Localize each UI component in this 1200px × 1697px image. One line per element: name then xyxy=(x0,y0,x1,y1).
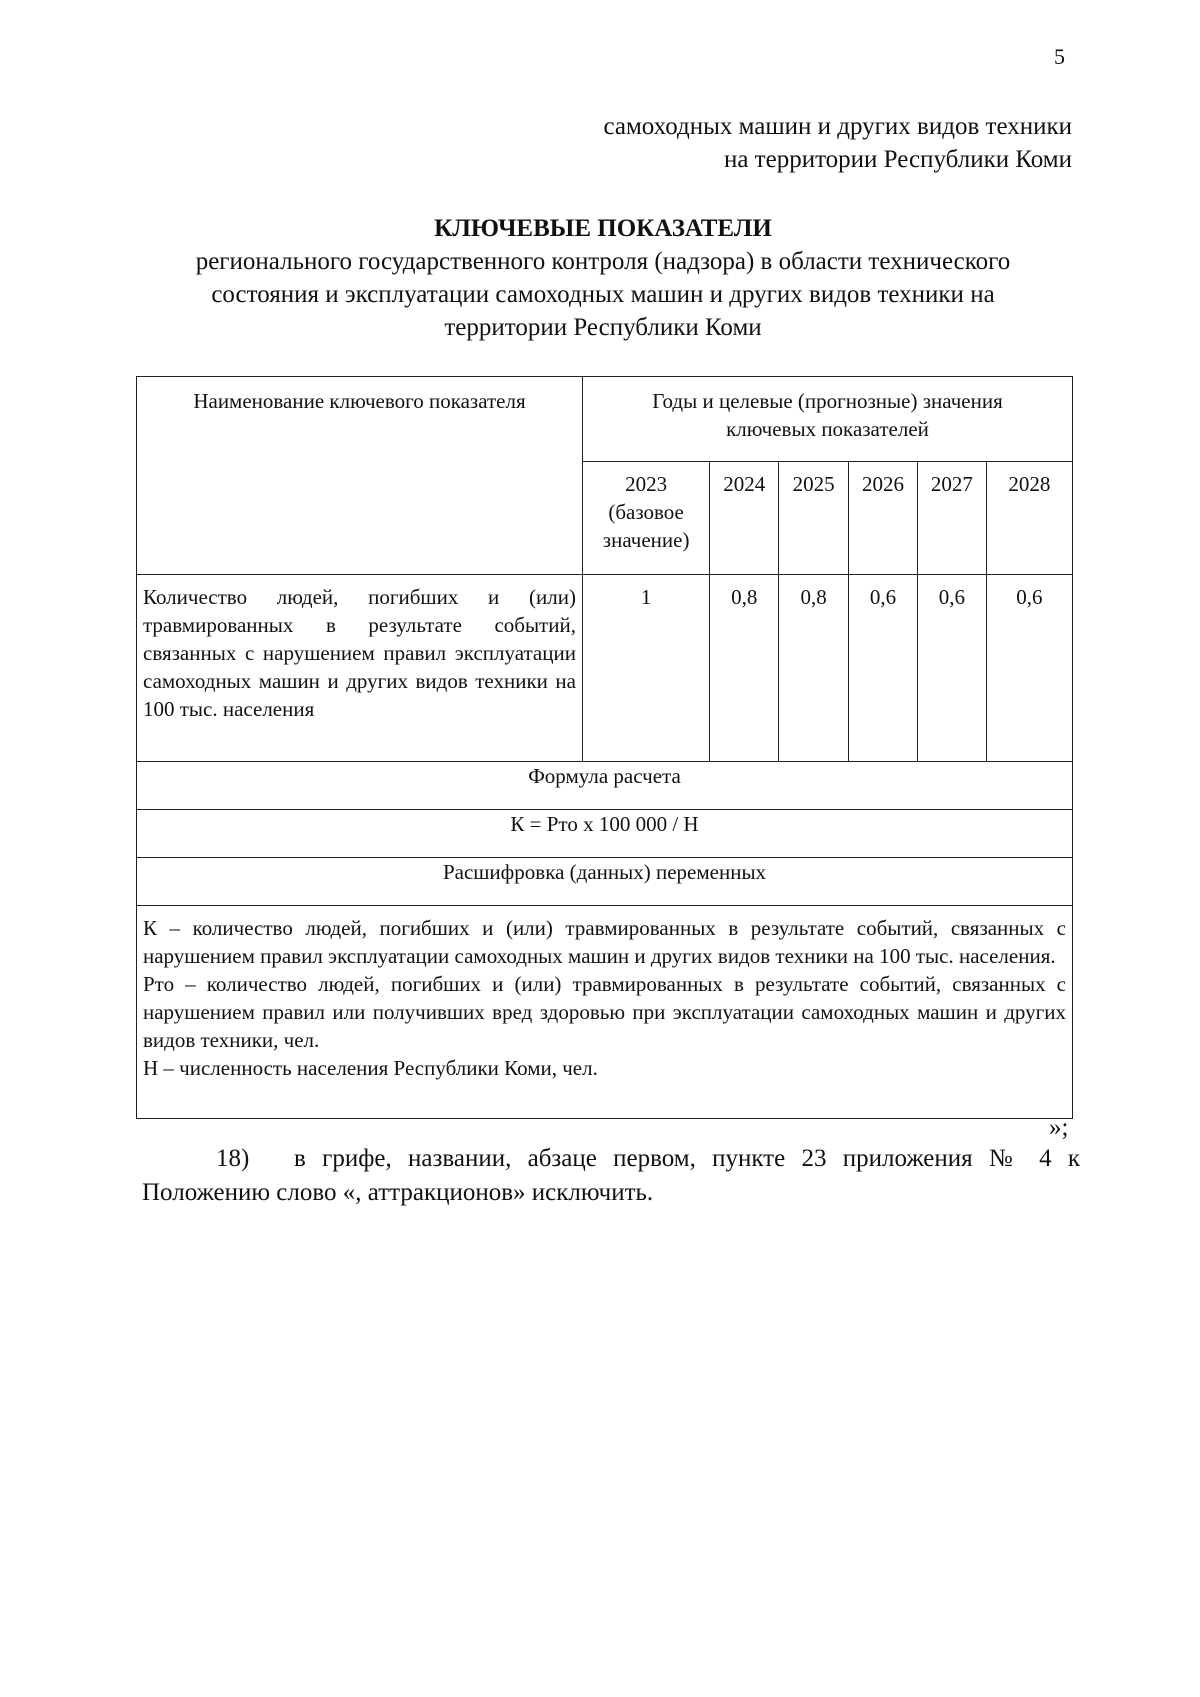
legend-item: К – количество людей, погибших и (или) травмированных в результате событий, связанных с нарушением правил эксплуатации самоходных машин и других видов техники на 100 тыс. населения. xyxy=(143,916,1066,968)
year-note: значение) xyxy=(602,528,690,552)
year-header-2026: 2026 xyxy=(849,462,918,575)
document-subtitle-line: территории Республики Коми xyxy=(444,314,762,341)
year-header-2024: 2024 xyxy=(710,462,779,575)
indicator-row xyxy=(137,575,1073,762)
legend-item: Рто – количество людей, погибших и (или) травмированных в результате событий, связанных с нарушением правил или получивших вред здоровью при эксплуатации самоходных машин и других видов техники, чел. xyxy=(143,972,1066,1052)
year-header-2023 xyxy=(582,462,709,575)
variables-legend xyxy=(137,906,1073,1119)
year-note: (базовое xyxy=(608,500,684,524)
document-subtitle-line: регионального государственного контроля (надзора) в области технического xyxy=(195,248,1011,275)
value-2024: 0,8 xyxy=(710,575,779,762)
year-header-2028: 2028 xyxy=(986,462,1072,575)
legend-row xyxy=(137,906,1073,1119)
table-header-row xyxy=(137,377,1073,462)
legend-header: Расшифровка (данных) переменных xyxy=(137,858,1073,906)
formula: К = Рто х 100 000 / Н xyxy=(137,810,1073,858)
years-header-line: ключевых показателей xyxy=(726,417,929,441)
closing-quote: »; xyxy=(1049,1114,1069,1141)
value-2027: 0,6 xyxy=(917,575,986,762)
legend-item: Н – численность населения Республики Коми, чел. xyxy=(143,1056,598,1080)
amendment-number: 18) xyxy=(216,1145,250,1172)
indicator-name: Количество людей, погибших и (или) травмированных в результате событий, связанных с нарушением правил эксплуатации самоходных машин и других видов техники на 100 тыс. населения xyxy=(137,575,583,762)
formula-row xyxy=(137,810,1073,858)
page-number: 5 xyxy=(1054,44,1065,69)
value-2025: 0,8 xyxy=(779,575,849,762)
year-header-2027: 2027 xyxy=(917,462,986,575)
value-2026: 0,6 xyxy=(849,575,918,762)
legend-header-row xyxy=(137,858,1073,906)
title-block xyxy=(130,212,1076,344)
years-header xyxy=(582,377,1072,462)
document-subtitle-line: состояния и эксплуатации самоходных машин и других видов техники на xyxy=(211,281,995,308)
amendment-text: в грифе, названии, абзаце первом, пункте 23 приложения № 4 к Положению слово «, аттракционов» исключить. xyxy=(142,1145,1080,1206)
document-title: КЛЮЧЕВЫЕ ПОКАЗАТЕЛИ xyxy=(434,215,772,242)
indicator-name-header: Наименование ключевого показателя xyxy=(137,377,583,575)
year-label: 2023 xyxy=(625,472,668,496)
years-header-line: Годы и целевые (прогнозные) значения xyxy=(652,389,1003,413)
value-2023: 1 xyxy=(582,575,709,762)
formula-header-row xyxy=(137,762,1073,810)
appendix-reference-line: на территории Республики Коми xyxy=(723,146,1072,173)
formula-header: Формула расчета xyxy=(137,762,1073,810)
key-indicators-table xyxy=(136,376,1073,1119)
year-header-2025: 2025 xyxy=(779,462,849,575)
value-2028: 0,6 xyxy=(986,575,1072,762)
amendment-paragraph xyxy=(142,1142,1080,1210)
appendix-reference xyxy=(603,110,1072,176)
appendix-reference-line: самоходных машин и других видов техники xyxy=(603,113,1072,140)
